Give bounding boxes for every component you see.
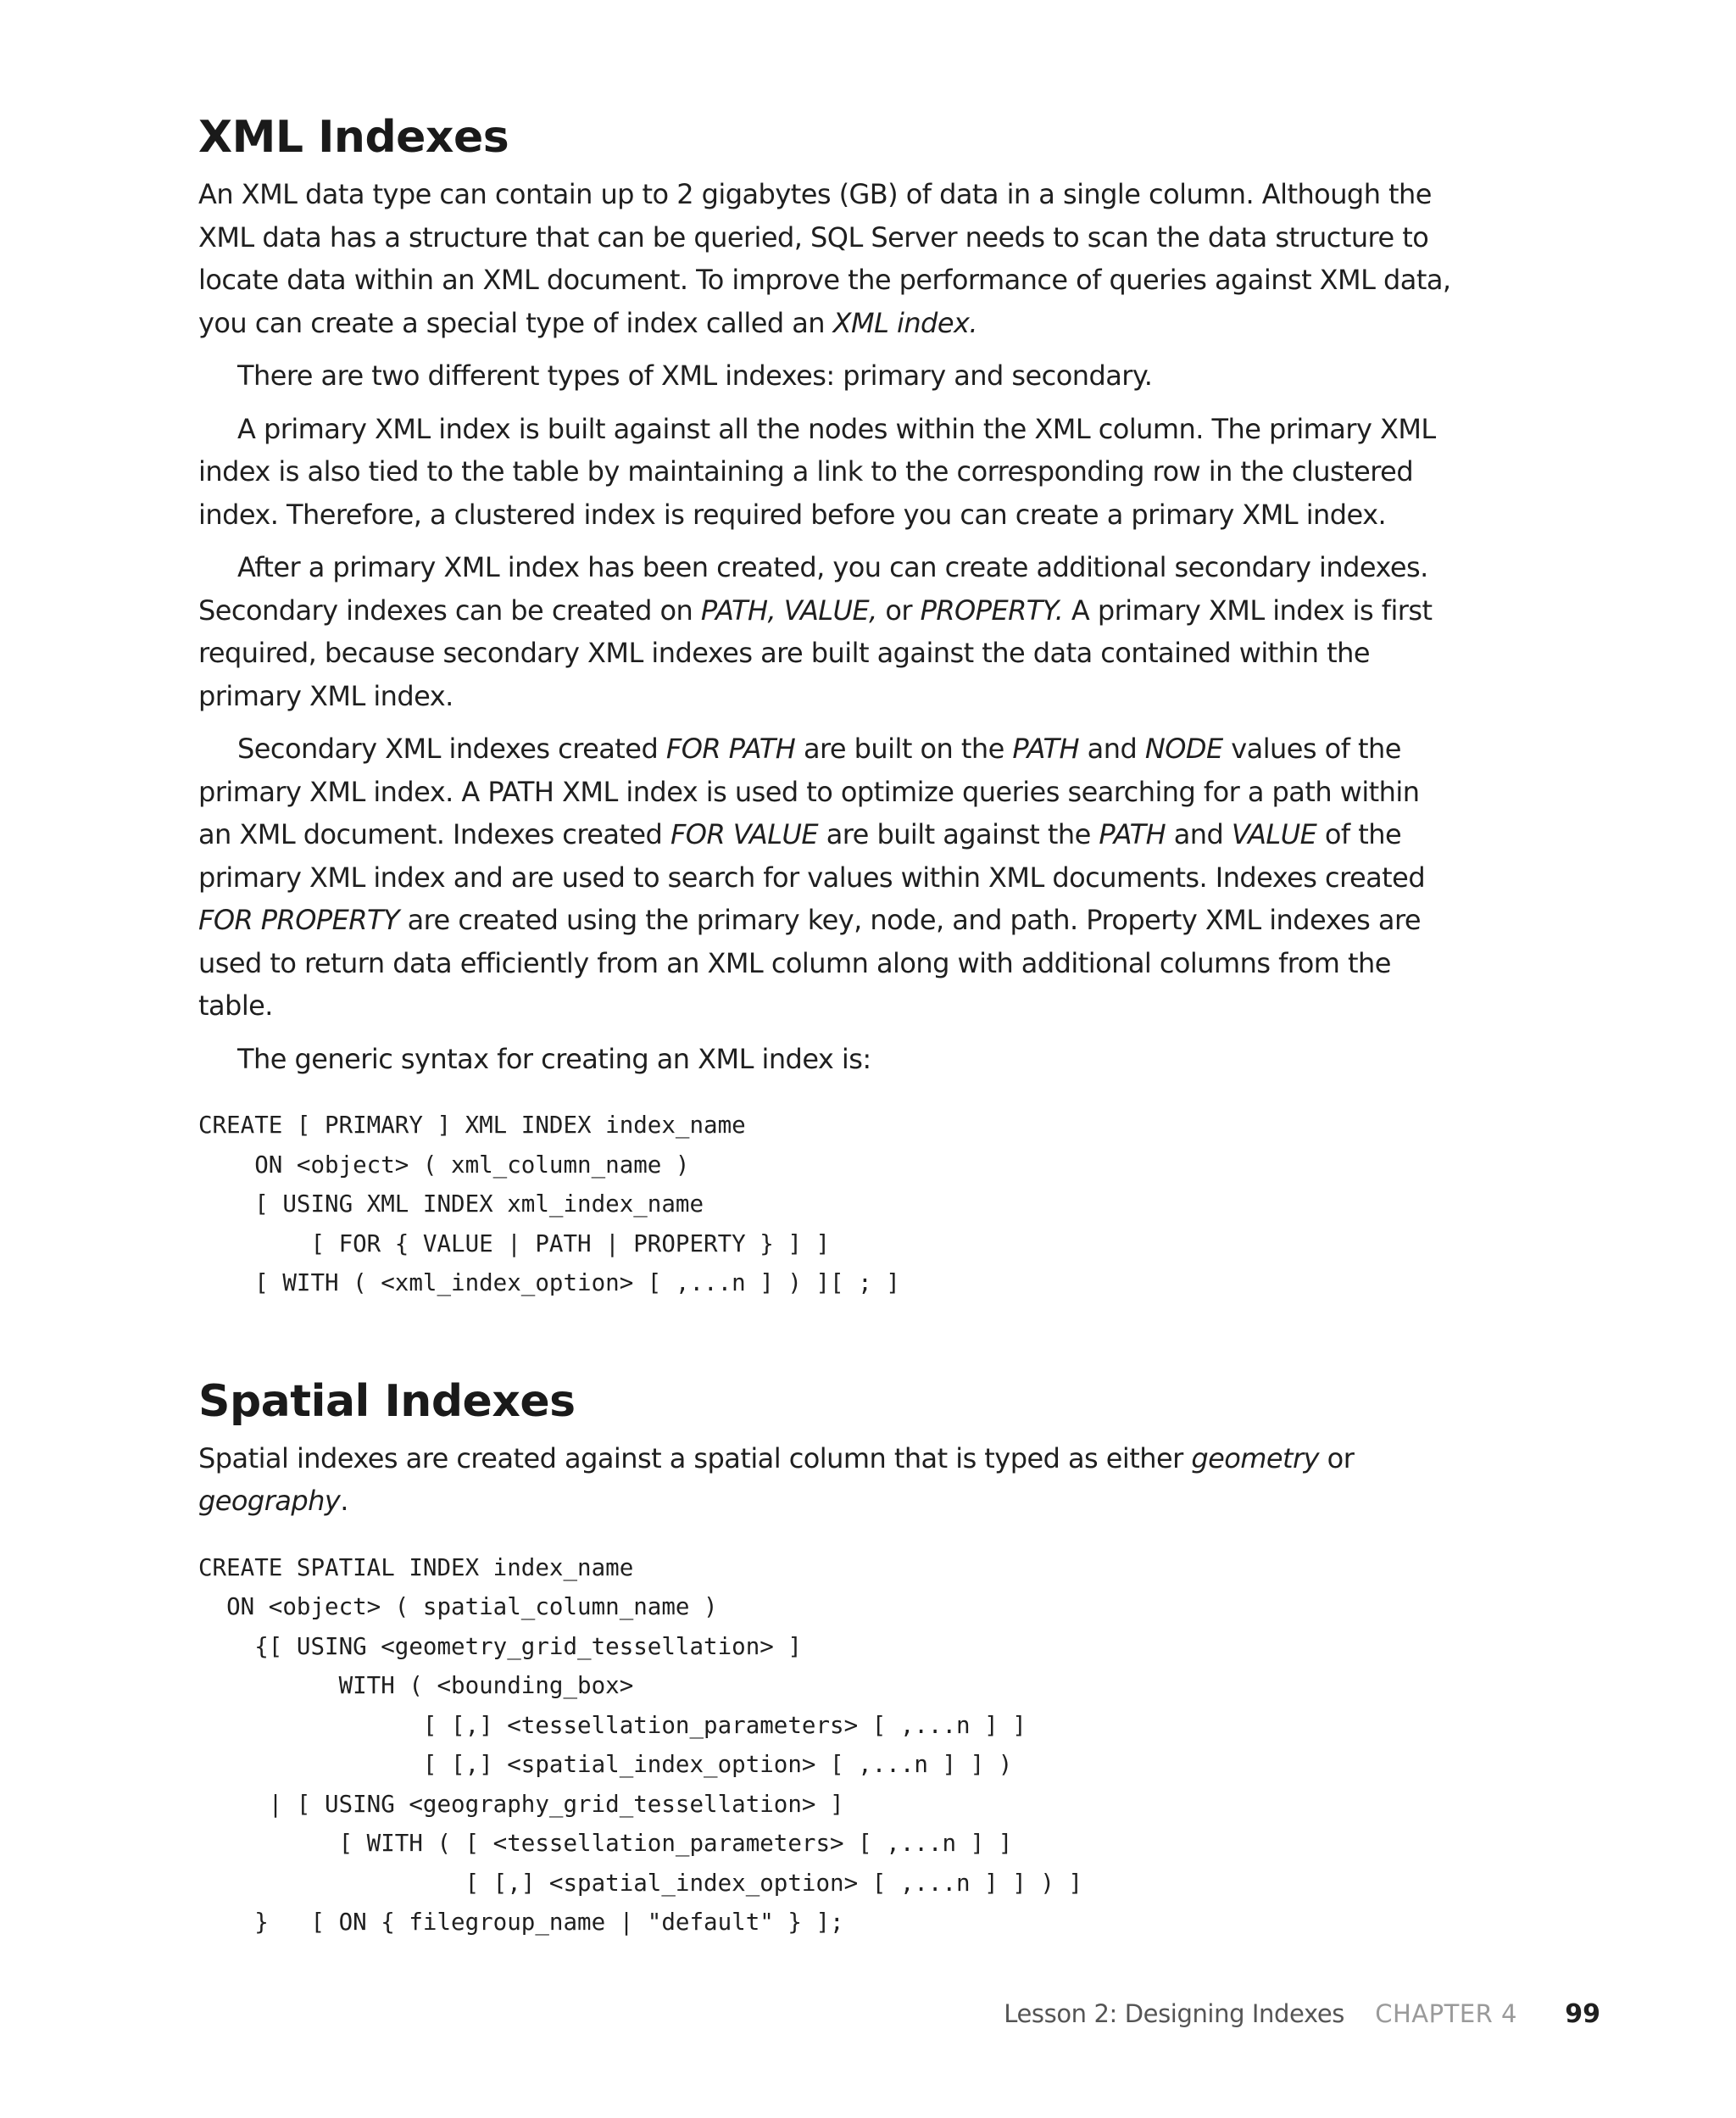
text-run: or xyxy=(876,594,921,627)
page-footer xyxy=(0,1999,1736,2042)
text-run: values of the primary XML index. A PATH XML index is used to optimize queries searching for a path within an XML document. Indexes created xyxy=(198,733,1420,850)
italic-run: FOR VALUE xyxy=(670,818,819,850)
spatial-paragraph-1 xyxy=(198,1437,1453,1523)
italic-run: PATH, VALUE, xyxy=(700,594,877,627)
xml-paragraph-4 xyxy=(198,546,1453,717)
italic-run: PROPERTY. xyxy=(920,594,1064,627)
xml-index-syntax-code: CREATE [ PRIMARY ] XML INDEX index_name ON <object> ( xml_column_name ) [ USING XML INDEX xml_index_name [ FOR { VALUE | PATH | PROPERTY } ] ] [ WITH ( <xml_index_option> [ ,...n ] ) ][ ; ] xyxy=(198,1112,900,1296)
footer-lesson-title: Lesson 2: Designing Indexes xyxy=(1004,1999,1344,2028)
text-run: A primary XML index is first required, because secondary XML indexes are built against the data contained within the primary XML index. xyxy=(198,594,1433,712)
heading-spatial-indexes: Spatial Indexes xyxy=(198,1375,576,1427)
heading-xml-indexes: XML Indexes xyxy=(198,112,509,163)
text-run: of the primary XML index and are used to search for values within XML documents. Indexes created xyxy=(198,818,1426,894)
italic-run: VALUE xyxy=(1231,818,1317,850)
text-run: and xyxy=(1079,733,1145,765)
xml-paragraph-5 xyxy=(198,727,1453,1028)
italic-run: geography xyxy=(198,1485,341,1517)
italic-run: FOR PROPERTY xyxy=(198,904,399,936)
xml-paragraph-1 xyxy=(198,173,1453,344)
text-run: are built on the xyxy=(795,733,1013,765)
spatial-index-syntax-code: CREATE SPATIAL INDEX index_name ON <object> ( spatial_column_name ) {[ USING <geometry_grid_tessellation> ] WITH ( <bounding_box> [ [,] <tessellation_parameters> [ ,...n ] ] [ [,] <spatial_index_option> [ ,...n ] ] ) | [ USING <geography_grid_tessellation> ] [ WITH ( [ <tessellation_parameters> [ ,...n ] ] [ [,] <spatial_index_option> [ ,...n ] ] ) ] } [ ON { filegroup_name | "default" } ]; xyxy=(198,1553,1083,1936)
text-run: are created using the primary key, node, and path. Property XML indexes are used to return data efficiently from an XML column along with additional columns from the table. xyxy=(198,904,1422,1022)
page-content xyxy=(198,102,1453,1942)
xml-paragraph-3: A primary XML index is built against all the nodes within the XML column. The primary XML index is also tied to the table by maintaining a link to the corresponding row in the clustered index. Therefore, a clustered index is required before you can create a primary XML index. xyxy=(198,412,1436,531)
text-run: . xyxy=(340,1485,348,1517)
text-run: After a primary XML index has been created, you can create additional secondary indexes. Secondary indexes can be created on xyxy=(198,551,1428,627)
xml-index-term: XML index. xyxy=(832,306,977,339)
xml-paragraph-6: The generic syntax for creating an XML index is: xyxy=(237,1042,871,1075)
text-run: Secondary XML indexes created xyxy=(237,733,666,765)
footer-chapter-label: CHAPTER 4 xyxy=(1375,1999,1517,2028)
xml-paragraph-1-text: An XML data type can contain up to 2 gigabytes (GB) of data in a single column. Although the XML data has a structure that can be queried, SQL Server needs to scan the data structure to locate data within an XML document. To improve the performance of queries against XML data, you can create a special type of index called an xyxy=(198,178,1451,339)
text-run: are built against the xyxy=(818,818,1099,850)
italic-run: PATH xyxy=(1012,733,1080,765)
italic-run: NODE xyxy=(1144,733,1223,765)
italic-run: FOR PATH xyxy=(665,733,796,765)
text-run: or xyxy=(1319,1441,1355,1474)
text-run: Spatial indexes are created against a spatial column that is typed as either xyxy=(198,1441,1192,1474)
xml-paragraph-2: There are two different types of XML indexes: primary and secondary. xyxy=(237,360,1153,392)
page-number: 99 xyxy=(1565,1999,1600,2029)
italic-run: PATH xyxy=(1099,818,1166,850)
italic-run: geometry xyxy=(1191,1441,1320,1474)
text-run: and xyxy=(1166,818,1232,850)
